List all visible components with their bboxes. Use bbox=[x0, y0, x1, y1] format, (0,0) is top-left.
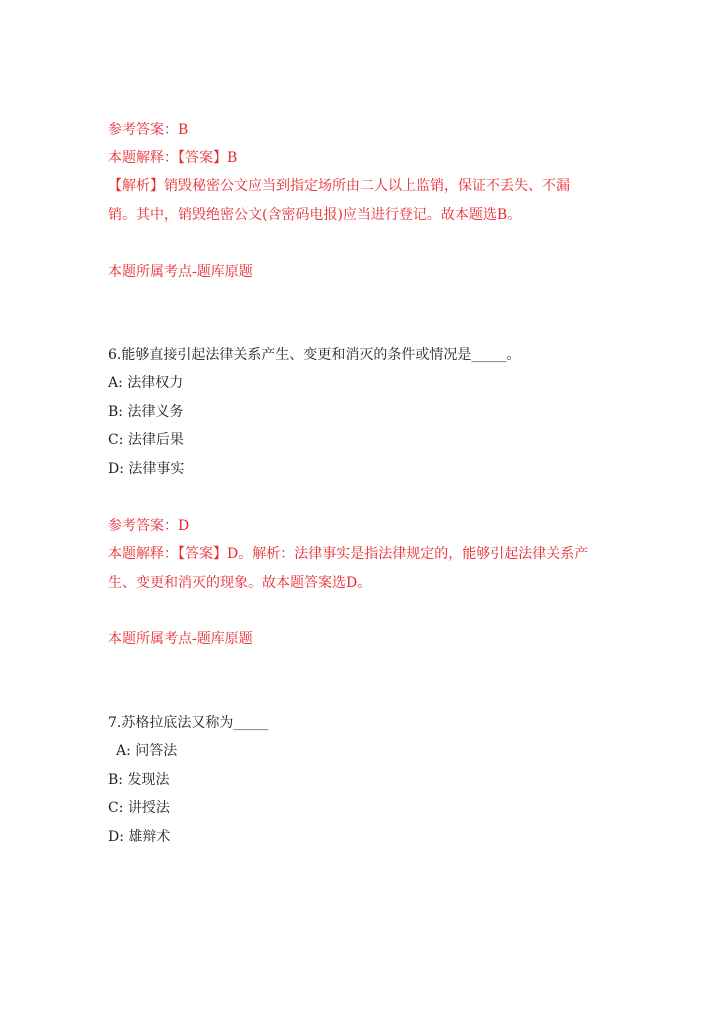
q6-explain-line1: 本题解释：【答案】D。解析：法律事实是指法律规定的，能够引起法律关系产 bbox=[108, 546, 589, 562]
q5-answer: 参考答案：B bbox=[108, 122, 189, 138]
q7-question: 7.苏格拉底法又称为_____ bbox=[108, 715, 269, 731]
q6-option-a: A: 法律权力 bbox=[108, 375, 184, 391]
q5-explain: 本题解释：【答案】B bbox=[108, 150, 238, 166]
q5-analysis-line2: 销。其中，销毁绝密公文(含密码电报)应当进行登记。故本题选B。 bbox=[108, 207, 522, 223]
q5-analysis-line1: 【解析】销毁秘密公文应当到指定场所由二人以上监销，保证不丢失、不漏 bbox=[108, 178, 570, 194]
q5-source: 本题所属考点-题库原题 bbox=[108, 264, 253, 280]
q6-explain-line2: 生、变更和消灭的现象。故本题答案选D。 bbox=[108, 575, 372, 591]
q7-option-b: B: 发现法 bbox=[108, 772, 170, 788]
q6-answer: 参考答案：D bbox=[108, 518, 190, 534]
q6-option-c: C: 法律后果 bbox=[108, 432, 184, 448]
q6-option-d: D: 法律事实 bbox=[108, 461, 185, 477]
q7-option-c: C: 讲授法 bbox=[108, 800, 170, 816]
q6-question: 6.能够直接引起法律关系产生、变更和消灭的条件或情况是_____。 bbox=[108, 347, 521, 363]
q7-option-d: D: 雄辩术 bbox=[108, 829, 171, 845]
q6-option-b: B: 法律义务 bbox=[108, 404, 184, 420]
q6-source: 本题所属考点-题库原题 bbox=[108, 631, 253, 647]
q7-option-a: A: 问答法 bbox=[116, 743, 178, 759]
